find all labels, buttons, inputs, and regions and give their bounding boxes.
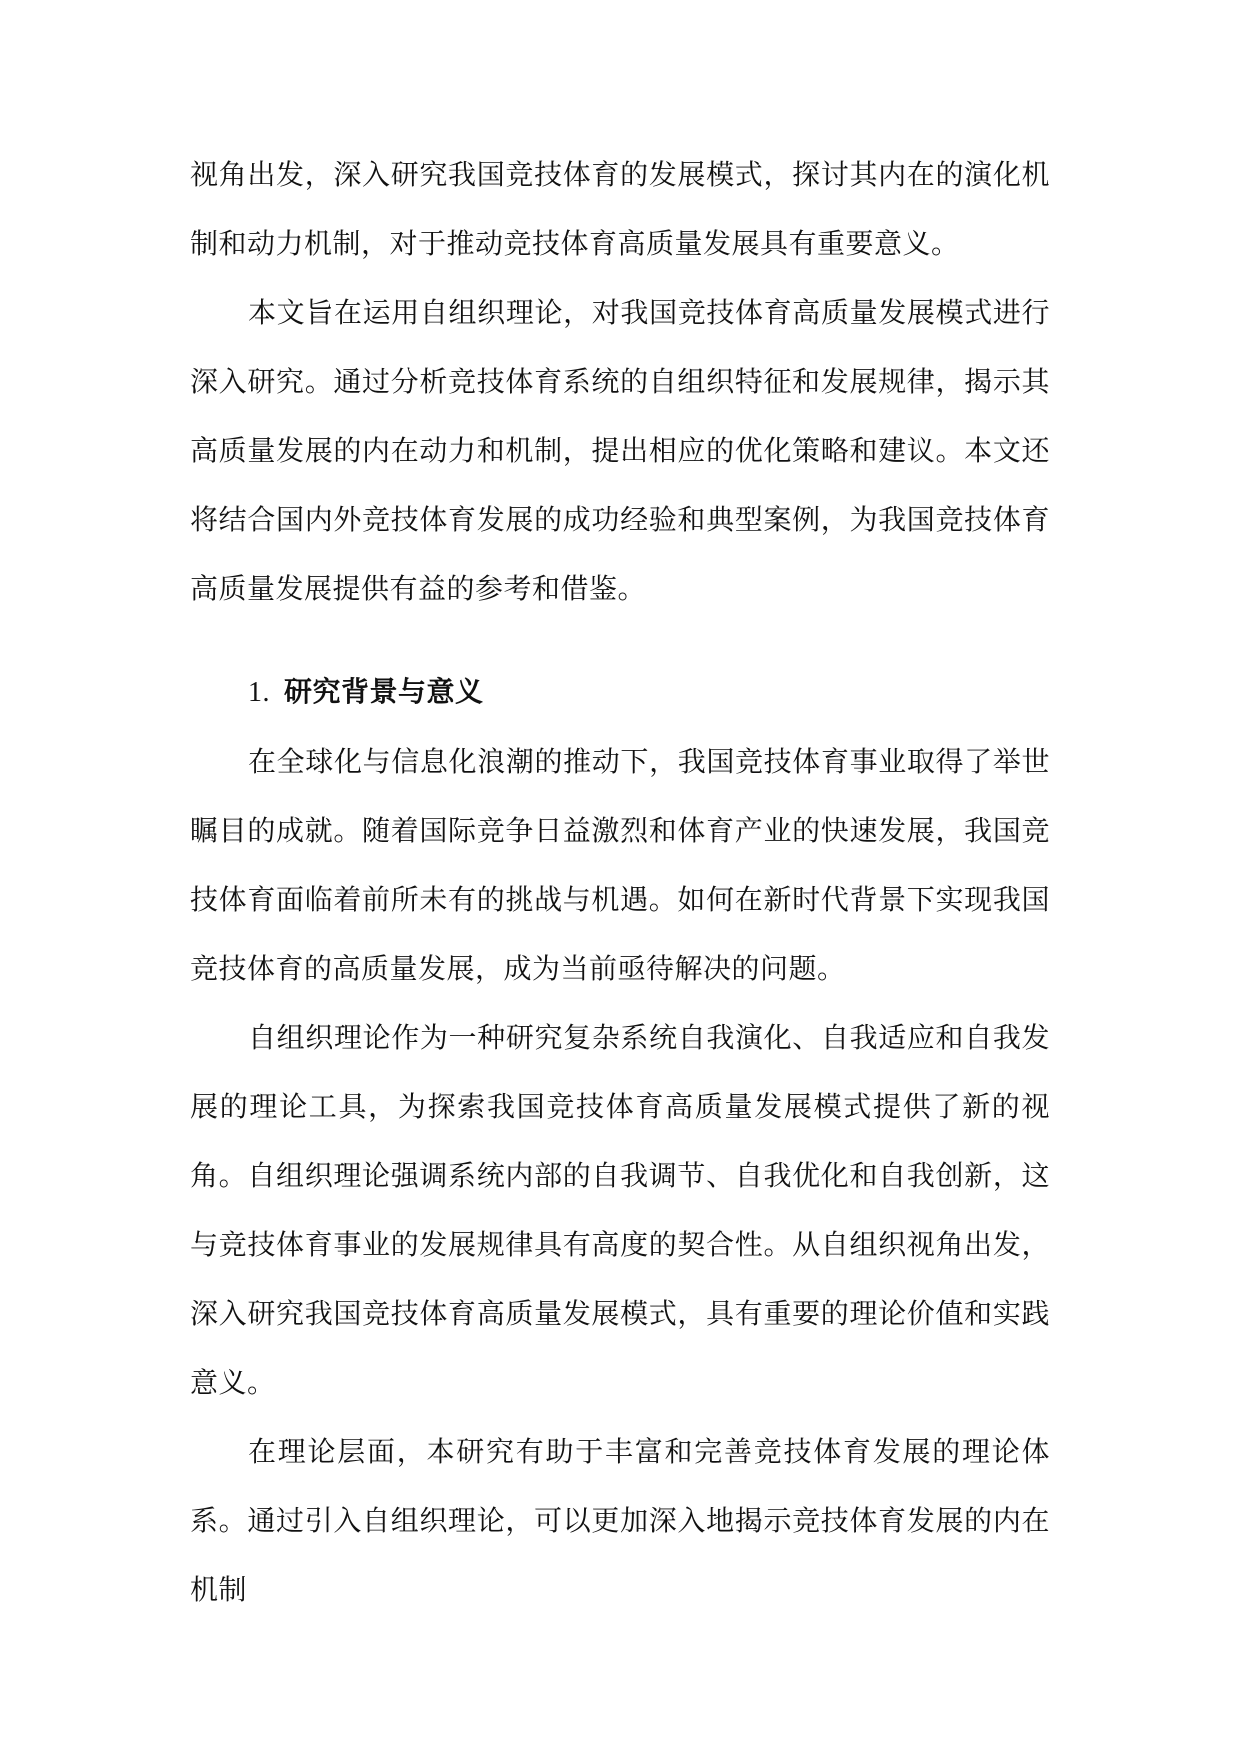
paragraph-purpose: 本文旨在运用自组织理论，对我国竞技体育高质量发展模式进行深入研究。通过分析竞技体育系统的自组织特征和发展规律，揭示其高质量发展的内在动力和机制，提出相应的优化策略和建议。本文还将结合国内外竞技体育发展的成功经验和典型案例，为我国竞技体育高质量发展提供有益的参考和借鉴。 [190, 296, 1050, 605]
paragraph-significance: 在理论层面，本研究有助于丰富和完善竞技体育发展的理论体系。通过引入自组织理论，可以更加深入地揭示竞技体育发展的内在机制 [190, 1435, 1050, 1606]
paragraph-background: 在全球化与信息化浪潮的推动下，我国竞技体育事业取得了举世瞩目的成就。随着国际竞争日益激烈和体育产业的快速发展，我国竞技体育面临着前所未有的挑战与机遇。如何在新时代背景下实现我国竞技体育的高质量发展，成为当前亟待解决的问题。 [190, 745, 1050, 985]
paragraph-theory: 自组织理论作为一种研究复杂系统自我演化、自我适应和自我发展的理论工具，为探索我国竞技体育高质量发展模式提供了新的视角。自组织理论强调系统内部的自我调节、自我优化和自我创新，这与竞技体育事业的发展规律具有高度的契合性。从自组织视角出发，深入研究我国竞技体育高质量发展模式，具有重要的理论价值和实践意义。 [190, 1021, 1050, 1399]
paragraph-continued: 视角出发，深入研究我国竞技体育的发展模式，探讨其内在的演化机制和动力机制，对于推动竞技体育高质量发展具有重要意义。 [190, 158, 1050, 260]
section-number: 1. [248, 677, 270, 708]
section-heading [190, 657, 1050, 727]
document-body [190, 140, 1050, 1624]
section-title: 研究背景与意义 [284, 675, 484, 708]
